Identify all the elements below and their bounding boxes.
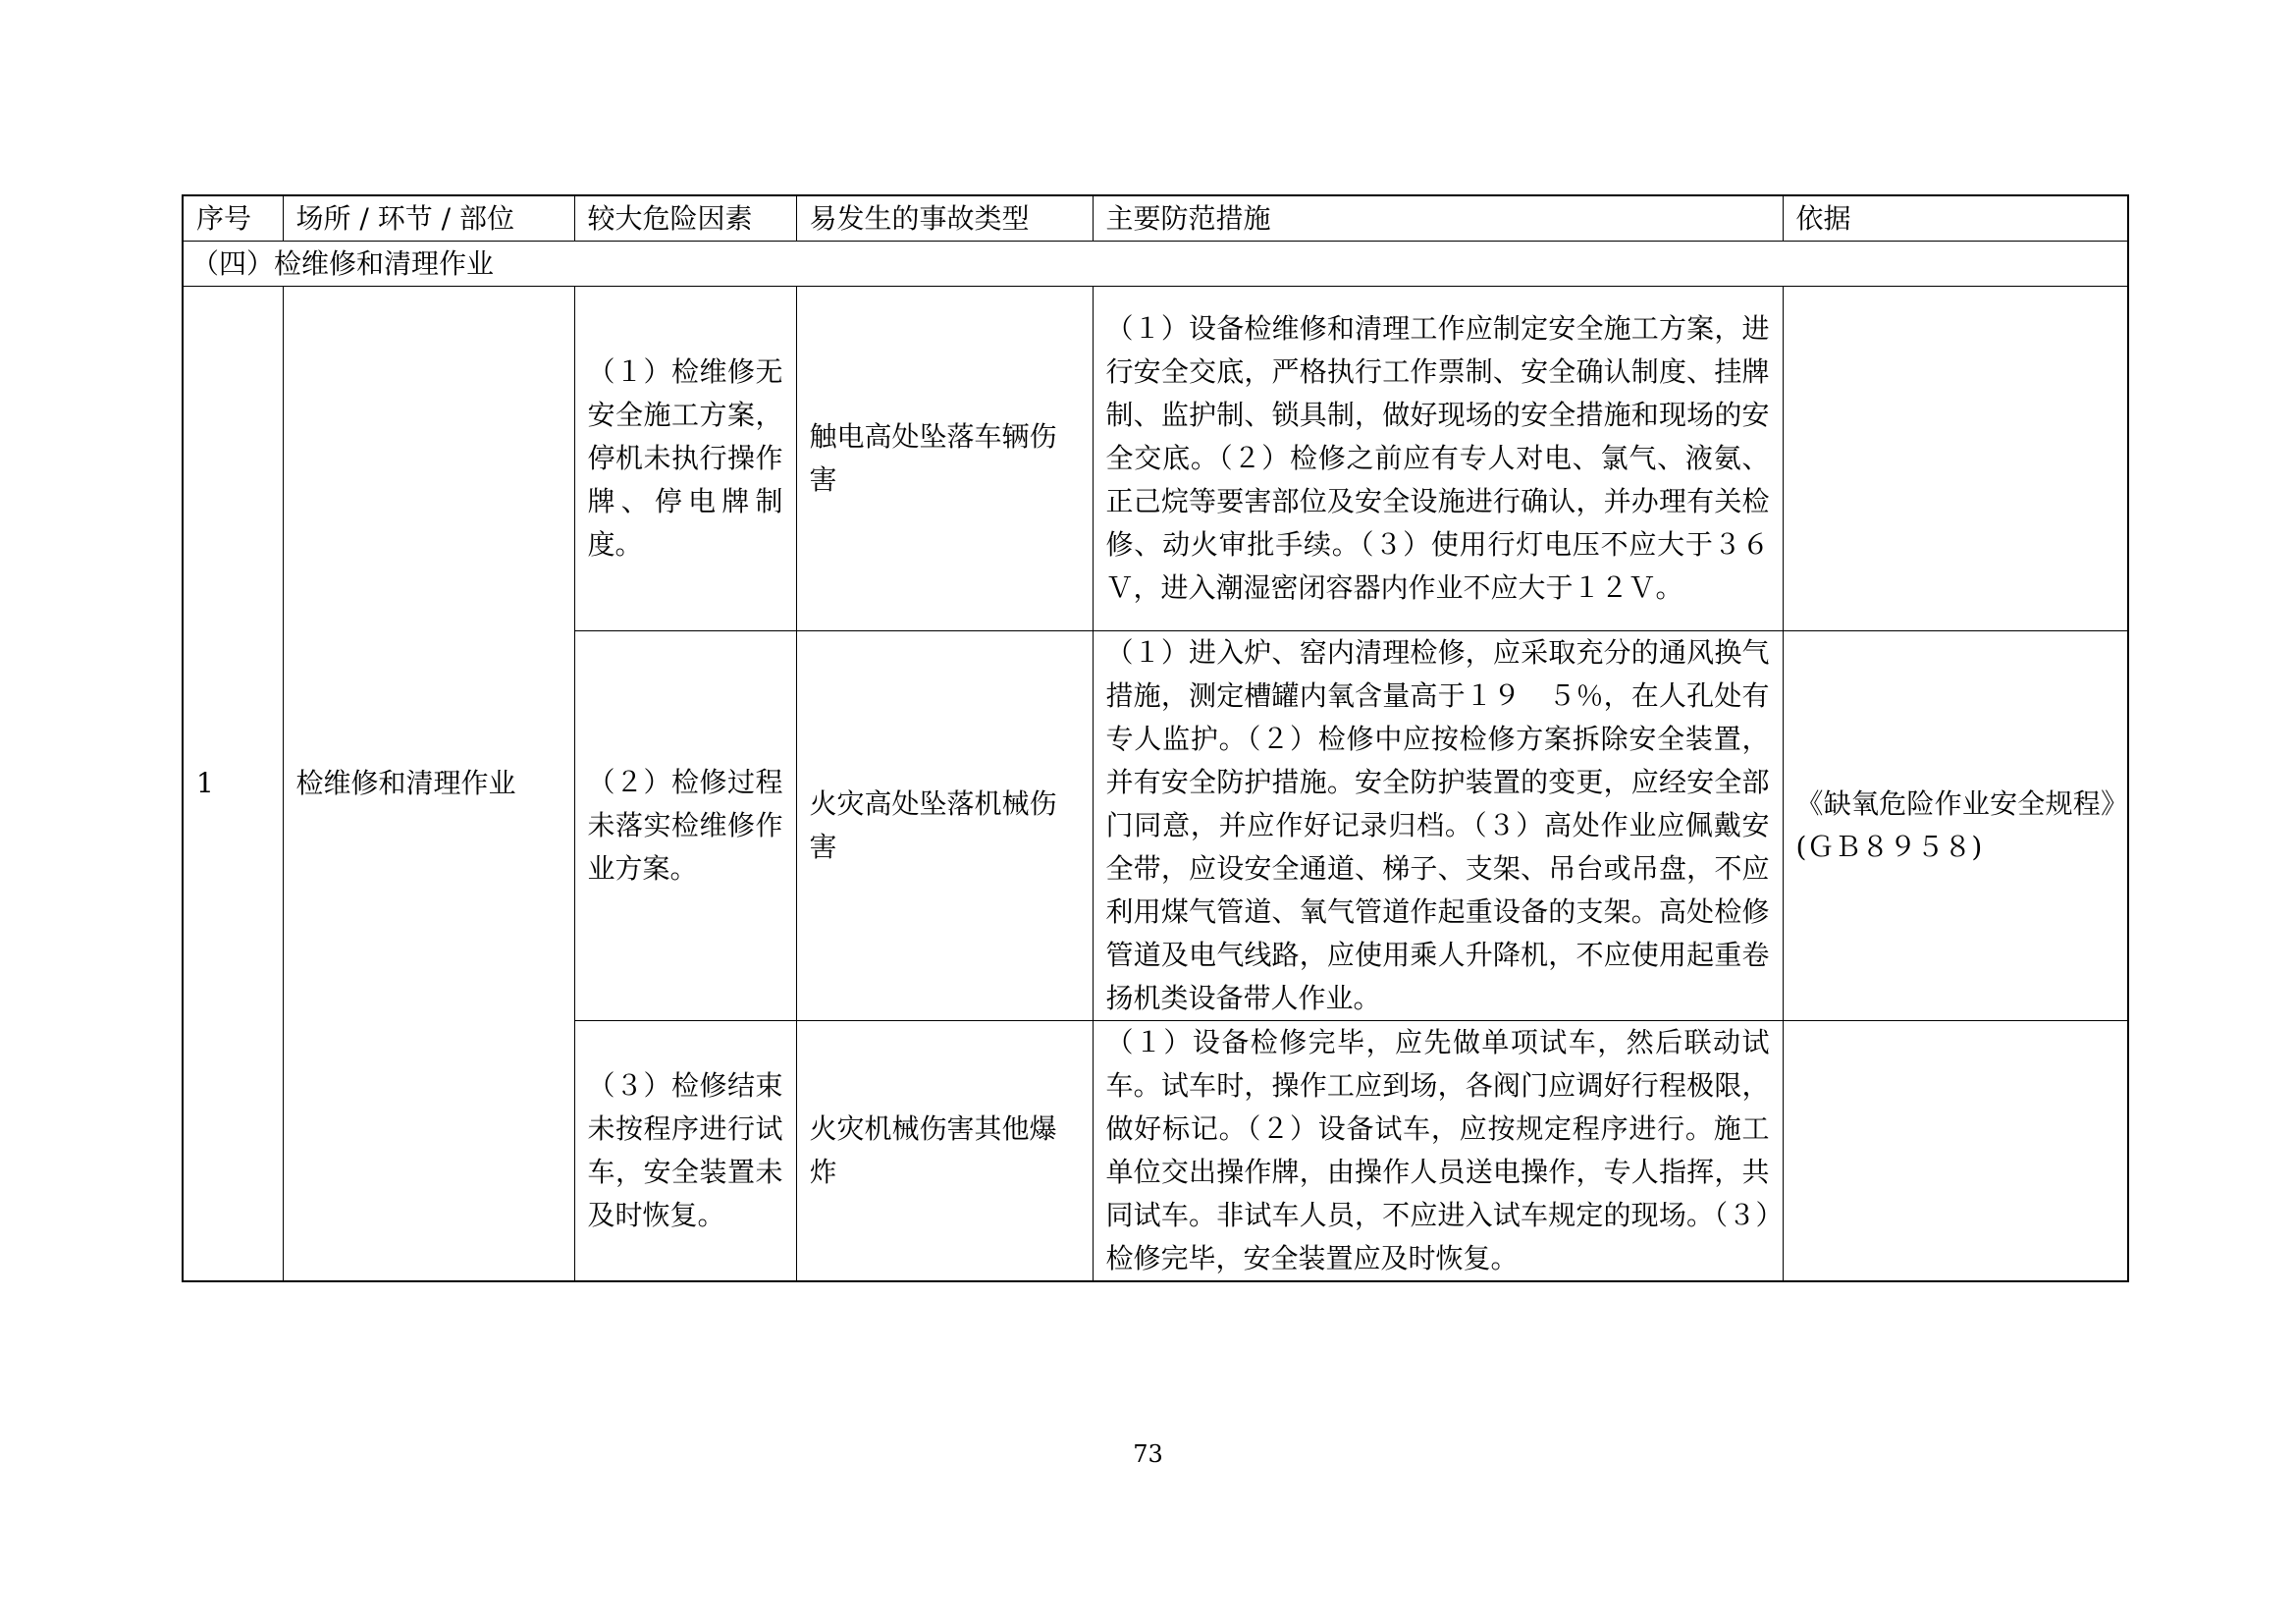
table-row bbox=[183, 287, 2128, 631]
header-measures: 主要防范措施 bbox=[1093, 195, 1783, 242]
header-no: 序号 bbox=[183, 195, 283, 242]
basis-cell: 《缺氧危险作业安全规程》(ＧＢ８９５８) bbox=[1783, 631, 2128, 1021]
accident-type-cell: 火灾机械伤害其他爆炸 bbox=[796, 1021, 1093, 1282]
hazard-cell: （３）检修结束未按程序进行试车，安全装置未及时恢复。 bbox=[574, 1021, 796, 1282]
header-location: 场所 / 环节 / 部位 bbox=[283, 195, 574, 242]
accident-type-cell: 触电高处坠落车辆伤害 bbox=[796, 287, 1093, 631]
basis-cell-empty bbox=[1783, 1021, 2128, 1282]
section-title: （四）检维修和清理作业 bbox=[183, 242, 2128, 287]
accident-type-cell: 火灾高处坠落机械伤害 bbox=[796, 631, 1093, 1021]
hazard-cell: （２）检修过程未落实检维修作业方案。 bbox=[574, 631, 796, 1021]
row-number: 1 bbox=[183, 287, 283, 1282]
header-accident-type: 易发生的事故类型 bbox=[796, 195, 1093, 242]
measures-cell: （１）进入炉、窑内清理检修，应采取充分的通风换气措施，测定槽罐内氧含量高于１９ ５％，在人孔处有专人监护。（２）检修中应按检修方案拆除安全装置，并有安全防护措施。安全防护装置的变更，应经安全部门同意，并应作好记录归档。（３）高处作业应佩戴安全带，应设安全通道、梯子、支架、吊台或吊盘，不应利用煤气管道、氧气管道作起重设备的支架。高处检修管道及电气线路，应使用乘人升降机，不应使用起重卷扬机类设备带人作业。 bbox=[1093, 631, 1783, 1021]
page-number: 73 bbox=[1133, 1440, 1163, 1468]
hazard-table bbox=[182, 194, 2129, 1282]
header-hazard: 较大危险因素 bbox=[574, 195, 796, 242]
location-cell: 检维修和清理作业 bbox=[283, 287, 574, 1282]
section-row bbox=[183, 242, 2128, 287]
measures-cell: （１）设备检维修和清理工作应制定安全施工方案，进行安全交底，严格执行工作票制、安全确认制度、挂牌制、监护制、锁具制，做好现场的安全措施和现场的安全交底。（２）检修之前应有专人对电、氯气、液氨、正己烷等要害部位及安全设施进行确认，并办理有关检修、动火审批手续。（３）使用行灯电压不应大于３６Ｖ，进入潮湿密闭容器内作业不应大于１２Ｖ。 bbox=[1093, 287, 1783, 631]
table-header-row bbox=[183, 195, 2128, 242]
header-basis: 依据 bbox=[1783, 195, 2128, 242]
basis-cell-empty bbox=[1783, 287, 2128, 631]
hazard-cell: （１）检维修无安全施工方案，停机未执行操作牌、停电牌制度。 bbox=[574, 287, 796, 631]
measures-cell: （１）设备检修完毕，应先做单项试车，然后联动试车。试车时，操作工应到场，各阀门应调好行程极限，做好标记。（２）设备试车，应按规定程序进行。施工单位交出操作牌，由操作人员送电操作，专人指挥，共同试车。非试车人员，不应进入试车规定的现场。（３）检修完毕，安全装置应及时恢复。 bbox=[1093, 1021, 1783, 1282]
